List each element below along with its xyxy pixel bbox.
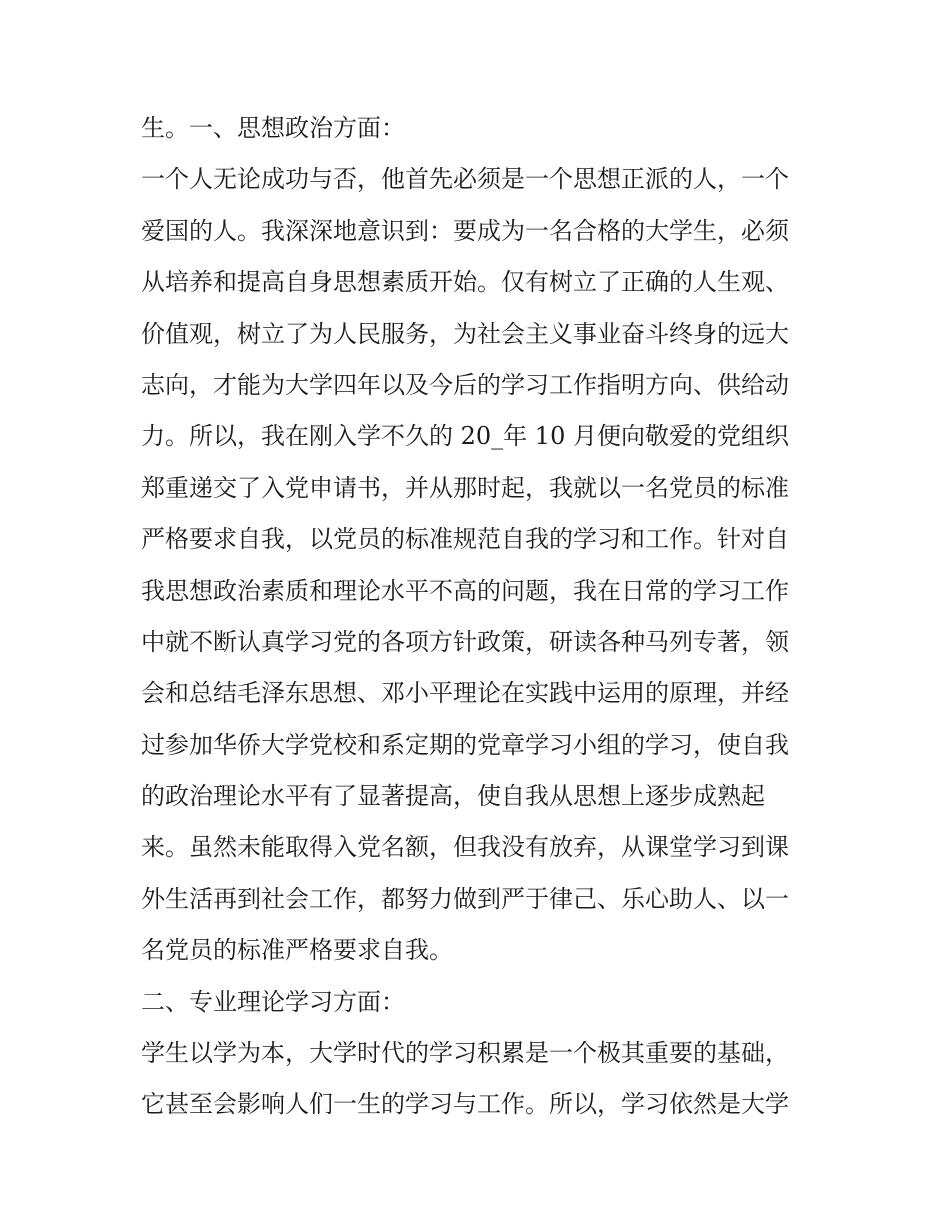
text-line: 我思想政治素质和理论水平不高的问题，我在日常的学习工作 (141, 576, 789, 605)
section-heading: 二、专业理论学习方面： (141, 987, 405, 1016)
text-line: 志向，才能为大学四年以及今后的学习工作指明方向、供给动 (141, 370, 789, 399)
text-line: 力。所以，我在刚入学不久的 20_年 10 月便向敬爱的党组织 (141, 422, 789, 451)
text-line: 的政治理论水平有了显著提高，使自我从思想上逐步成熟起 (141, 782, 765, 811)
text-line: 生。一、思想政治方面： (141, 114, 405, 142)
text-line: 它甚至会影响人们一生的学习与工作。所以，学习依然是大学 (141, 1090, 789, 1119)
text-line: 会和总结毛泽东思想、邓小平理论在实践中运用的原理，并经 (141, 679, 789, 708)
text-line: 从培养和提高自身思想素质开始。仅有树立了正确的人生观、 (141, 268, 789, 297)
text-line: 中就不断认真学习党的各项方针政策，研读各种马列专著，领 (141, 627, 789, 656)
text-line: 价值观，树立了为人民服务，为社会主义事业奋斗终身的远大 (141, 319, 789, 348)
document-body (141, 103, 821, 1131)
text-line: 来。虽然未能取得入党名额，但我没有放弃，从课堂学习到课 (141, 833, 789, 862)
text-line: 一个人无论成功与否，他首先必须是一个思想正派的人，一个 (141, 165, 789, 194)
text-line: 过参加华侨大学党校和系定期的党章学习小组的学习，使自我 (141, 730, 789, 759)
text-line: 学生以学为本，大学时代的学习积累是一个极其重要的基础， (141, 1039, 789, 1068)
text-line: 名党员的标准严格要求自我。 (141, 936, 453, 965)
text-line: 外生活再到社会工作，都努力做到严于律己、乐心助人、以一 (141, 884, 789, 913)
text-line: 爱国的人。我深深地意识到：要成为一名合格的大学生，必须 (141, 216, 789, 245)
text-line: 郑重递交了入党申请书，并从那时起，我就以一名党员的标准 (141, 473, 789, 502)
text-line: 严格要求自我，以党员的标准规范自我的学习和工作。针对自 (141, 525, 789, 554)
